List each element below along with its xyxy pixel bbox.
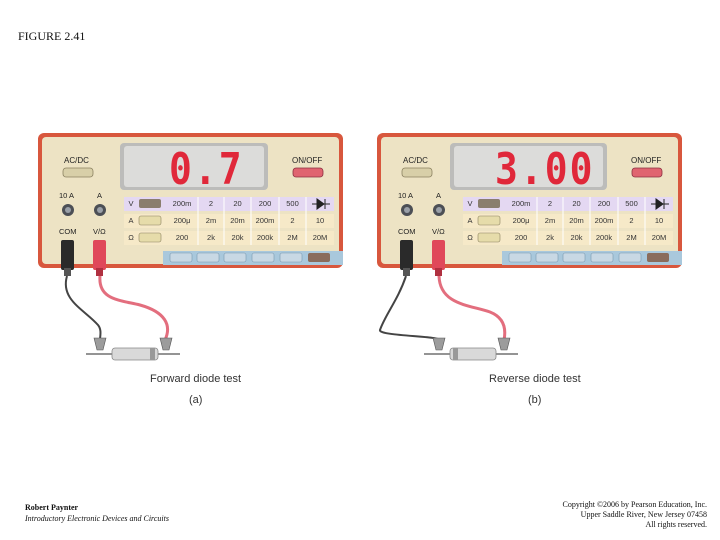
sublabel-a: (a) [189, 394, 203, 406]
range-a-2: 2m [544, 216, 556, 225]
book-title: Introductory Electronic Devices and Circuits [25, 514, 169, 523]
range-a-1: 200μ [512, 216, 530, 225]
range-v-2: 2 [208, 199, 214, 208]
acdc-label: AC/DC [64, 156, 89, 165]
range-ohm-4: 200k [256, 233, 274, 242]
range-v-5: 500 [286, 199, 299, 208]
range-ohm-2: 2k [207, 233, 215, 242]
copyright-line-2: Upper Saddle River, New Jersey 07458 [580, 510, 707, 519]
row-a-label: A [467, 216, 473, 225]
v-probe-plug-b [432, 240, 445, 276]
jack-com-label: COM [59, 227, 77, 236]
row-v-label: V [467, 199, 473, 208]
acdc-label: AC/DC [403, 156, 428, 165]
display-reading: 0.7 [169, 143, 244, 195]
range-ohm-1: 200 [175, 233, 189, 242]
range-a-2: 2m [205, 216, 217, 225]
range-ohm-1: 200 [514, 233, 528, 242]
range-a-5: 2 [629, 216, 634, 225]
author: Robert Paynter [25, 503, 79, 512]
jack-10a-label: 10 A [59, 191, 75, 200]
v-probe-plug-a [93, 240, 106, 276]
row-ohm-label: Ω [128, 233, 134, 242]
row-a-label: A [128, 216, 134, 225]
range-ohm-3: 20k [231, 233, 244, 242]
caption-b: Reverse diode test [489, 373, 581, 385]
range-ohm-4: 200k [595, 233, 613, 242]
com-probe-plug-a [61, 240, 74, 276]
jack-vohm-label: V/Ω [432, 227, 445, 236]
range-v-3: 20 [572, 199, 581, 208]
range-ohm-2: 2k [546, 233, 554, 242]
range-a-6: 10 [654, 216, 664, 225]
range-v-5: 500 [625, 199, 638, 208]
range-a-5: 2 [290, 216, 295, 225]
sublabel-b: (b) [528, 394, 542, 406]
range-a-3: 20m [569, 216, 584, 225]
range-v-4: 200 [258, 199, 272, 208]
range-a-4: 200m [255, 216, 275, 225]
range-ohm-3: 20k [570, 233, 583, 242]
range-a-4: 200m [594, 216, 614, 225]
jack-10a-label: 10 A [398, 191, 414, 200]
jack-com-label: COM [398, 227, 416, 236]
copyright-line-1: Copyright ©2006 by Pearson Education, Inc. [562, 500, 707, 509]
figure-title: FIGURE 2.41 [18, 29, 86, 43]
range-ohm-6: 20M [312, 233, 328, 242]
com-probe-plug-b [400, 240, 413, 276]
range-v-2: 2 [547, 199, 553, 208]
range-v-1: 200m [172, 199, 192, 208]
row-ohm-label: Ω [467, 233, 473, 242]
jack-a-label: A [97, 191, 103, 200]
row-v-label: V [128, 199, 134, 208]
range-ohm-5: 2M [626, 233, 637, 242]
caption-a: Forward diode test [150, 373, 242, 385]
range-v-3: 20 [233, 199, 242, 208]
jack-a-label: A [436, 191, 442, 200]
range-a-3: 20m [230, 216, 245, 225]
range-a-6: 10 [315, 216, 325, 225]
range-v-4: 200 [597, 199, 611, 208]
copyright-line-3: All rights reserved. [645, 520, 707, 529]
range-a-1: 200μ [173, 216, 191, 225]
onoff-label: ON/OFF [292, 156, 323, 165]
onoff-label: ON/OFF [631, 156, 662, 165]
jack-vohm-label: V/Ω [93, 227, 106, 236]
range-ohm-6: 20M [651, 233, 667, 242]
range-ohm-5: 2M [287, 233, 298, 242]
display-reading: 3.00 [495, 143, 595, 195]
range-v-1: 200m [511, 199, 531, 208]
